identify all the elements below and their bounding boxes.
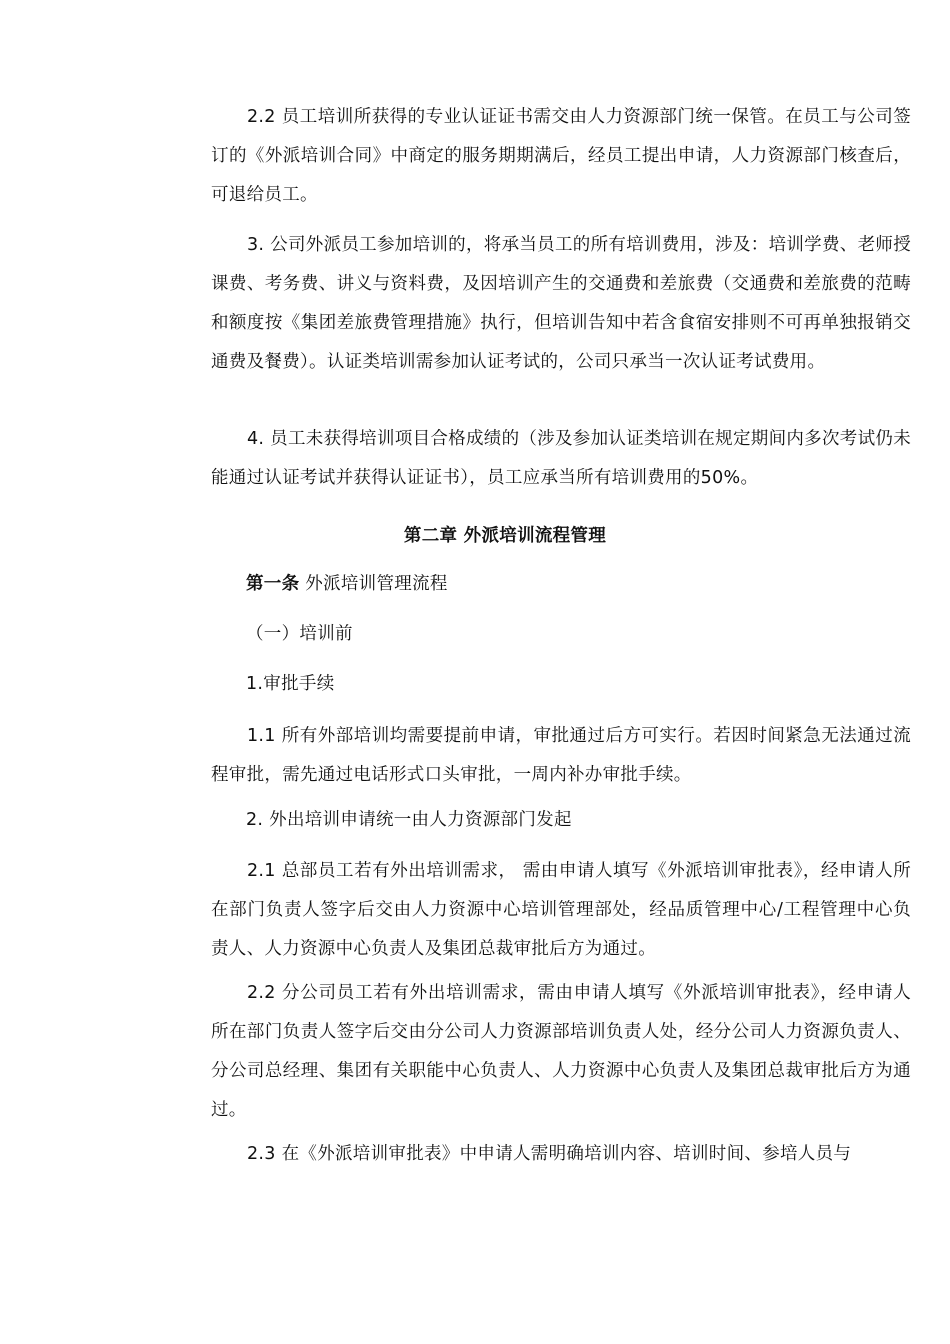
paragraph-certificate-custody: 2.2 员工培训所获得的专业认证证书需交由人力资源部门统一保管。在员工与公司签订的《外派培训合同》中商定的服务期期满后，经员工提出申请，人力资源部门核查后，可退给员工。 [211,107,911,205]
item-heading-approval: 1.审批手续 [246,674,335,694]
article-label: 第一条 [246,574,300,594]
paragraph-headquarters-application: 2.1 总部员工若有外出培训需求， 需由申请人填写《外派培训审批表》，经申请人所在部门负责人签字后交由人力资源中心培训管理部处，经品质管理中心/工程管理中心负责人、人力资源中心负责人及集团总裁审批后方为通过。 [211,861,911,959]
article-title: 外派培训管理流程 [305,574,448,594]
chapter-title: 第二章 外派培训流程管理 [403,526,607,546]
paragraph-branch-application: 2.2 分公司员工若有外出培训需求，需由申请人填写《外派培训审批表》，经申请人所在部门负责人签字后交由分公司人力资源部培训负责人处，经分公司人力资源负责人、分公司总经理、集团有关职能中心负责人、人力资源中心负责人及集团总裁审批后方为通过。 [211,983,911,1120]
paragraph-advance-application: 1.1 所有外部培训均需要提前申请，审批通过后方可实行。若因时间紧急无法通过流程审批，需先通过电话形式口头审批，一周内补办审批手续。 [211,726,911,785]
section-heading-before-training: （一）培训前 [246,624,353,644]
item-heading-application-origin: 2. 外出培训申请统一由人力资源部门发起 [246,810,572,830]
paragraph-approval-form-content: 2.3 在《外派培训审批表》中申请人需明确培训内容、培训时间、参培人员与 [247,1144,852,1164]
paragraph-training-fees: 3. 公司外派员工参加培训的，将承当员工的所有培训费用，涉及：培训学费、老师授课费、考务费、讲义与资料费，及因培训产生的交通费和差旅费（交通费和差旅费的范畴和额度按《集团差旅费管理措施》执行，但培训告知中若含食宿安排则不可再单独报销交通费及餐费）。认证类培训需参加认证考试的，公司只承当一次认证考试费用。 [211,235,911,372]
paragraph-failed-training: 4. 员工未获得培训项目合格成绩的（涉及参加认证类培训在规定期间内多次考试仍未能通过认证考试并获得认证证书），员工应承当所有培训费用的50%。 [211,429,911,488]
article-heading [246,571,448,597]
